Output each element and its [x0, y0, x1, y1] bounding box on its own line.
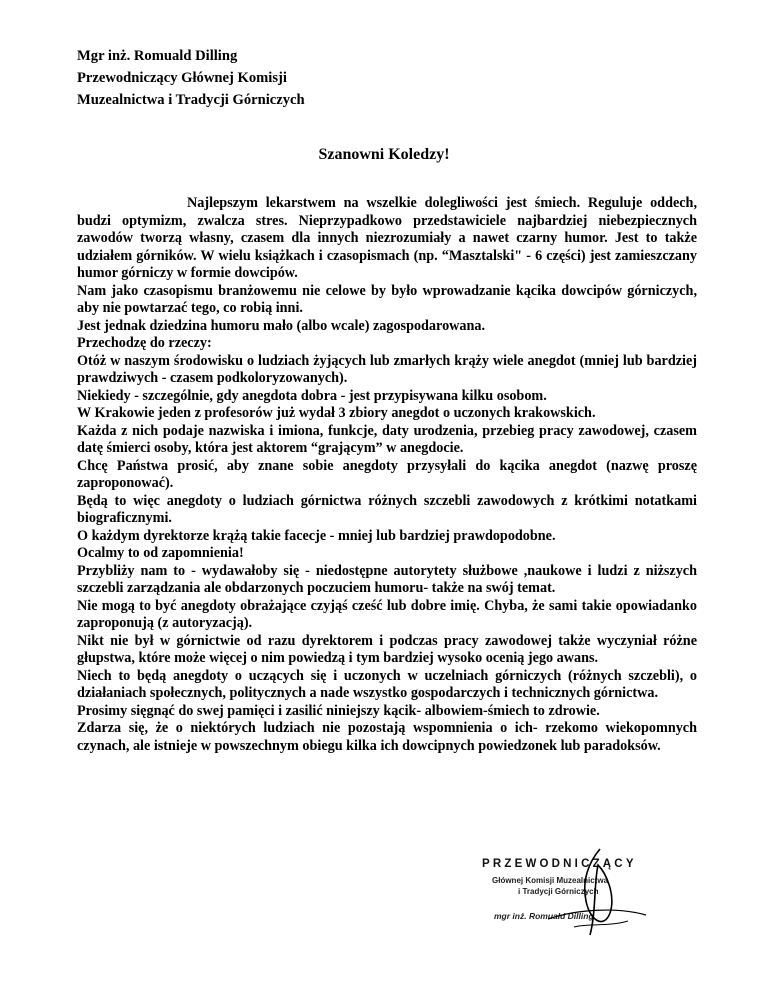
sender-name: Mgr inż. Romuald Dilling — [77, 48, 238, 64]
greeting: Szanowni Koledzy! — [318, 146, 450, 163]
letter-body — [77, 195, 697, 755]
stamp-line-title: PRZEWODNICZĄCY — [482, 858, 637, 870]
paragraph: Będą to więc anegdoty o ludziach górnictwa różnych szczebli zawodowych z krótkimi notatkami biograficznymi. — [77, 492, 697, 526]
sender-block — [77, 45, 305, 111]
signature-stamp — [478, 843, 656, 953]
paragraph: Przechodzę do rzeczy: — [77, 335, 212, 351]
paragraph: Nam jako czasopismu branżowemu nie celowe by było wprowadzanie kącika dowcipów górniczych, aby nie powtarzać tego, co robią inni. — [77, 282, 697, 316]
paragraph: Każda z nich podaje nazwiska i imiona, funkcje, daty urodzenia, przebieg pracy zawodowej, czasem datę śmierci osoby, która jest aktorem “grającym” w anegdocie. — [77, 422, 697, 456]
stamp-line-name: mgr inż. Romuald Dilling — [494, 911, 594, 921]
stamp-line-tradition: i Tradycji Górniczych — [518, 887, 599, 896]
stamp-signature-graphic — [478, 843, 656, 953]
paragraph: Niekiedy - szczególnie, gdy anegdota dobra - jest przypisywana kilku osobom. — [77, 387, 547, 404]
paragraph: Otóż w naszym środowisku o ludziach żyjących lub zmarłych krąży wiele anegdot (mniej lub bardziej prawdziwych - czasem podkoloryzowanych). — [77, 352, 697, 386]
paragraph: Chcę Państwa prosić, aby znane sobie anegdoty przysyłali do kącika anegdot (nazwę proszę zaproponować). — [77, 457, 697, 491]
stamp-line-commission: Głównej Komisji Muzealnictwa — [492, 876, 609, 885]
paragraph: Przybliży nam to - wydawałoby się - niedostępne autorytety służbowe ,naukowe i ludzi z niższych szczebli zarządzania ale obdarzonych poczuciem humoru- także na swój temat. — [77, 562, 697, 596]
paragraph: Niech to będą anegdoty o uczących się i uczonych w uczelniach górniczych (różnych szczebli), o działaniach społecznych, politycznych a nade wszystko gospodarczych i technicznych górnictwa. — [77, 667, 697, 701]
sender-department: Muzealnictwa i Tradycji Górniczych — [77, 92, 305, 108]
paragraph: Jest jednak dziedzina humoru mało (albo wcale) zagospodarowana. — [77, 317, 486, 334]
paragraph: W Krakowie jeden z profesorów już wydał 3 zbiory anegdot o uczonych krakowskich. — [77, 405, 596, 421]
paragraph: Nie mogą to być anegdoty obrażające czyjąś cześć lub dobre imię. Chyba, że sami takie opowiadanko zaproponują (z autoryzacją). — [77, 597, 697, 631]
paragraph: Nikt nie był w górnictwie od razu dyrektorem i podczas pracy zawodowej także wyczyniał różne głupstwa, które może więcej o nim powiedzą i tym bardziej wysoko ocenią jego awans. — [77, 632, 697, 666]
paragraph: Zdarza się, że o niektórych ludziach nie pozostają wspomnienia o ich- rzekomo wiekopomnych czynach, ale istnieje w powszechnym obiegu kilka ich dowcipnych powiedzonek lub paradoksów. — [77, 720, 697, 754]
paragraph: O każdym dyrektorze krążą takie facecje - mniej lub bardziej prawdopodobne. — [77, 527, 556, 544]
paragraph: Ocalmy to od zapomnienia! — [77, 545, 244, 561]
sender-title: Przewodniczący Głównej Komisji — [77, 70, 287, 86]
paragraph: Najlepszym lekarstwem na wszelkie dolegliwości jest śmiech. Reguluje oddech, budzi optymizm, zwalcza stres. Nieprzypadkowo przedstawiciele najbardziej niebezpiecznych zawodów tworzą własny, czasem dla innych niezrozumiały a nawet czarny humor. Jest to także udziałem górników. W wielu książkach i czasopismach (np. “Masztalski" - 6 części) jest zamieszczany humor górniczy w formie dowcipów. — [77, 195, 697, 281]
paragraph: Prosimy sięgnąć do swej pamięci i zasilić niniejszy kącik- albowiem-śmiech to zdrowie. — [77, 702, 600, 719]
